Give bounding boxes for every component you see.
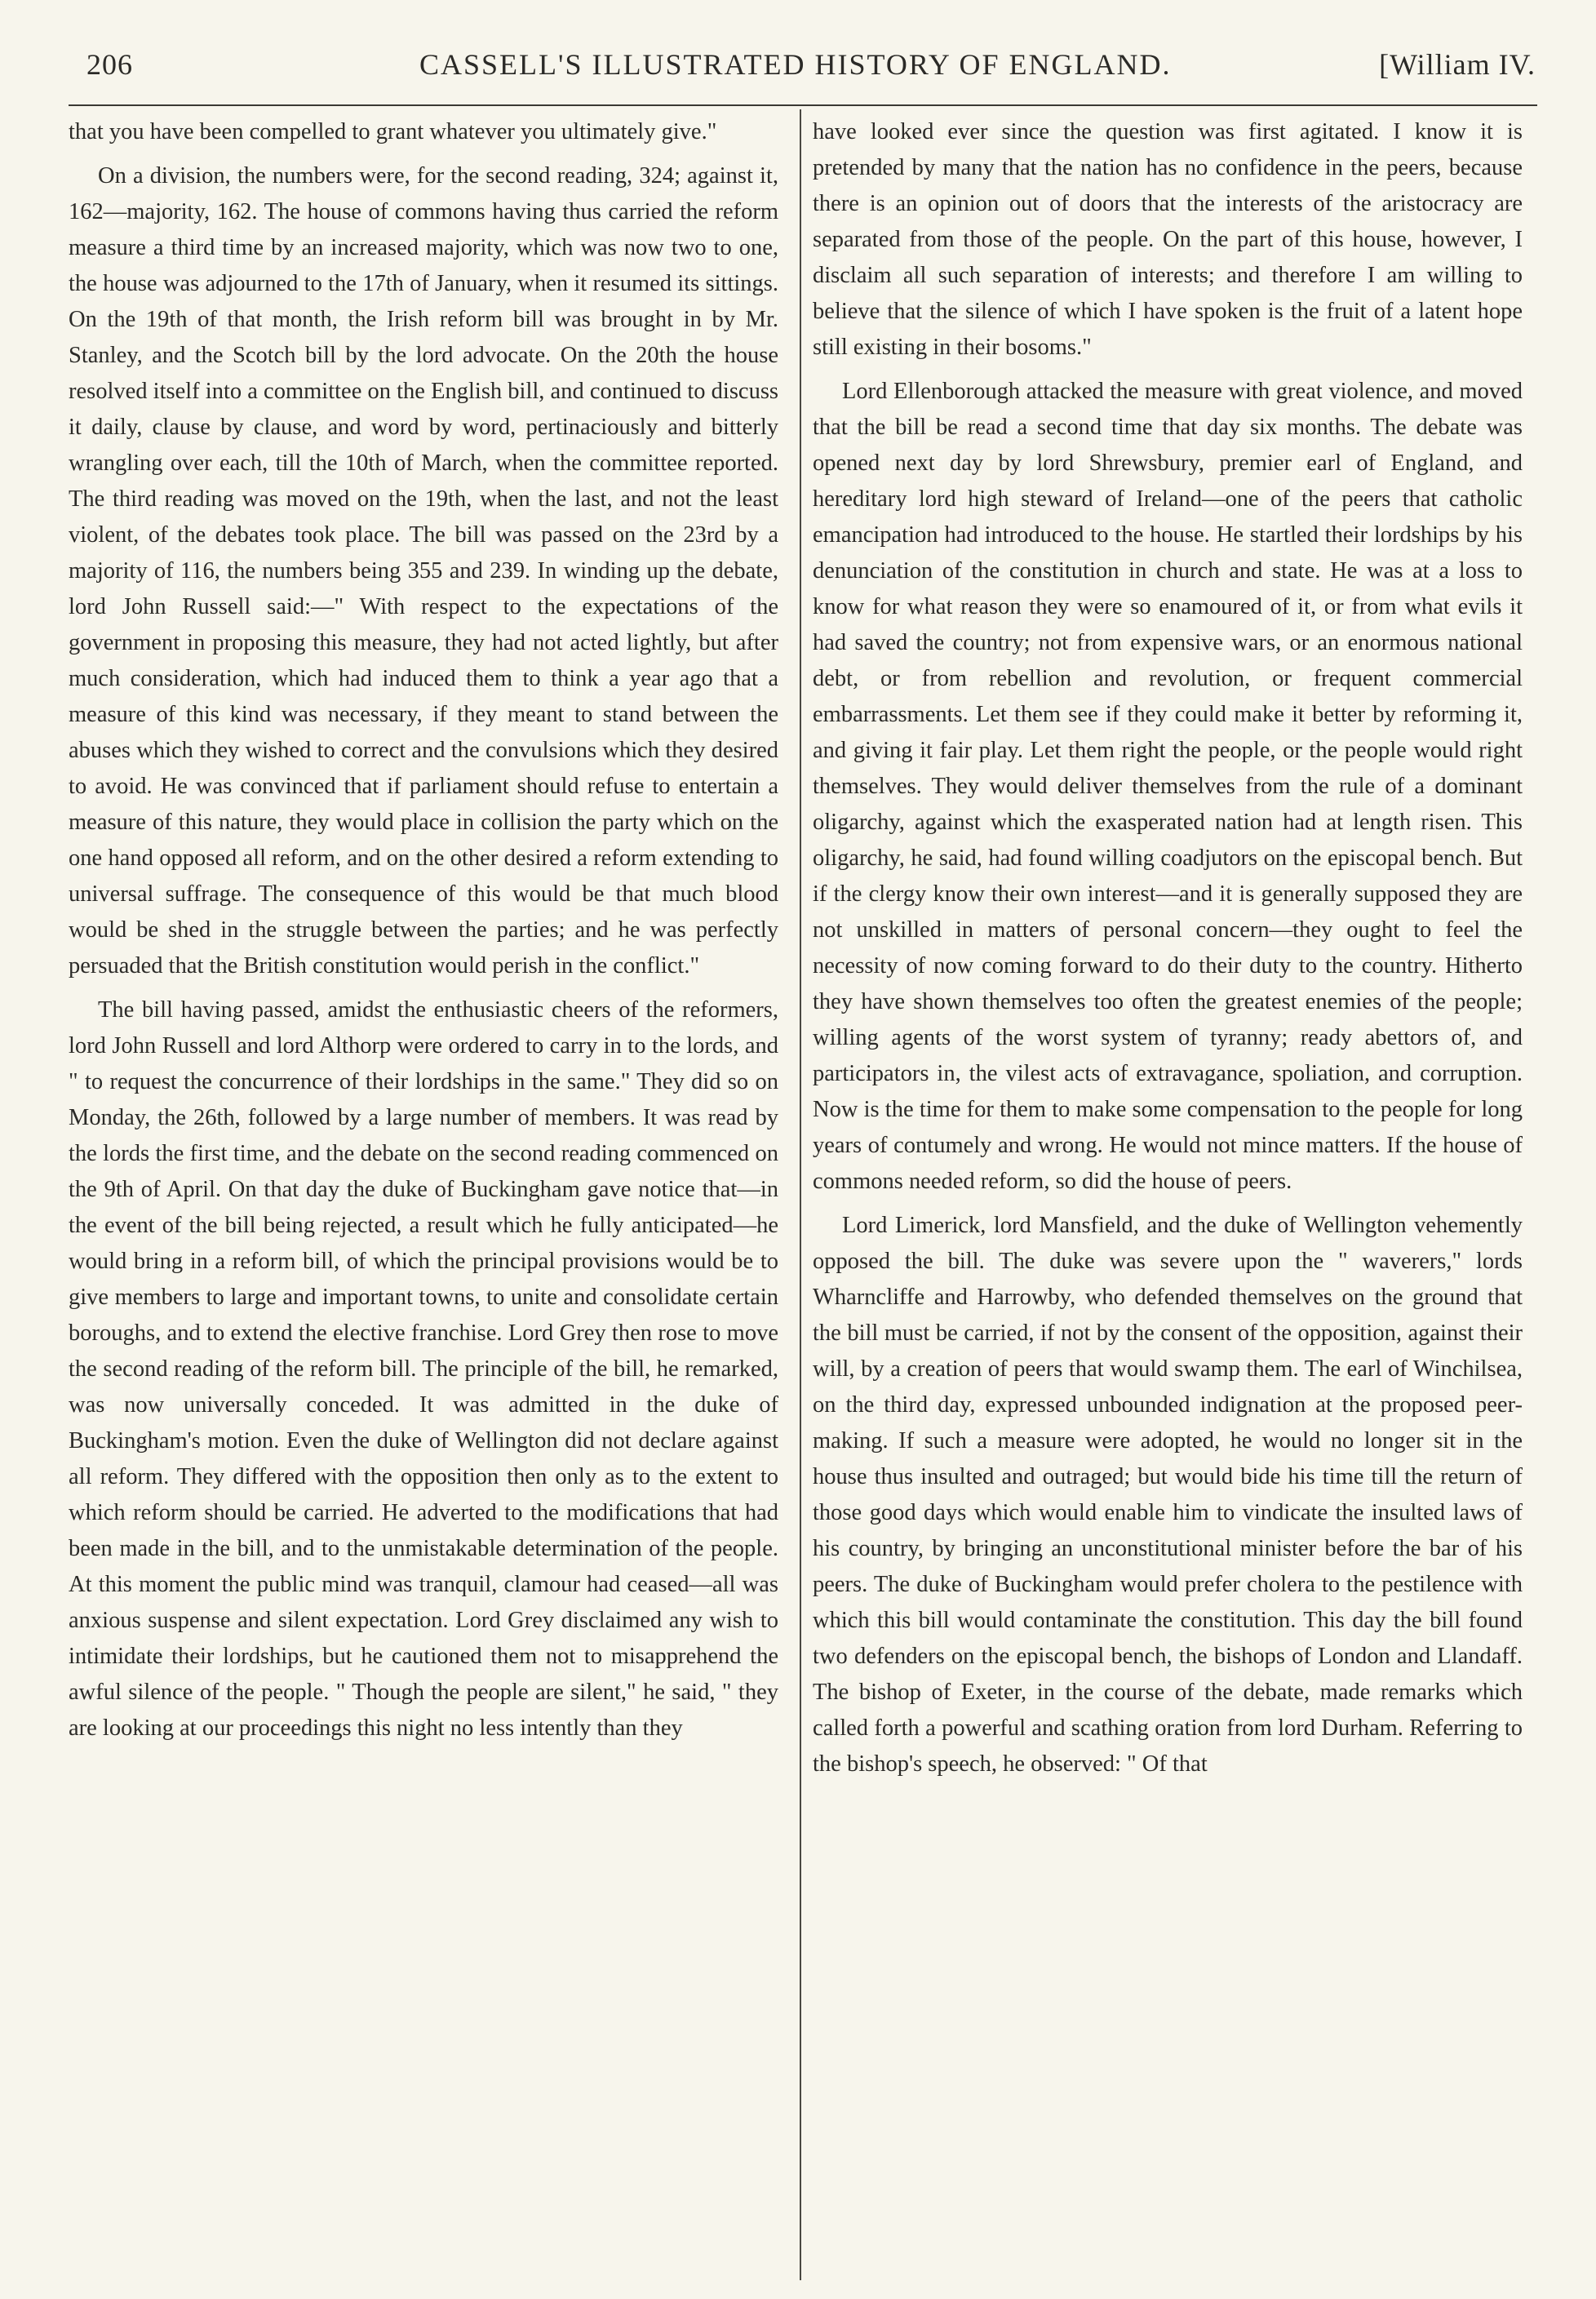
paragraph: Lord Ellenborough attacked the measure with great violence, and moved that the bill be read a second time that day six months. The debate was opened next day by lord Shrewsbury, premier earl of England, and hereditary lord high steward of Ireland—one of the peers that catholic emancipation had introduced to the house. He startled their lordships by his denunciation of the constitution in church and state. He was at a loss to know for what reason they were so enamoured of it, or from what evils it had saved the country; not from expensive wars, or an enormous national debt, or from rebellion and revolution, or frequent commercial embarrassments. Let them see if they could make it better by reforming it, and giving it fair play. Let them right the people, or the people would right themselves. They would deliver themselves from the rule of a dominant oligarchy, against which the exasperated nation had at length risen. This oligarchy, he said, had found willing coadjutors on the episcopal bench. But if the clergy know their own interest—and it is generally supposed they are not unskilled in matters of personal concern—they ought to feel the necessity of now coming forward to do their duty to the country. Hitherto they have shown themselves too often the greatest enemies of the people; willing agents of the worst system of tyranny; ready abettors of, and participators in, the vilest acts of extravagance, spoliation, and corruption. Now is the time for them to make some compensation to the people for long years of contumely and wrong. He would not mince matters. If the house of commons needed reform, so did the house of peers. bbox=[813, 379, 1523, 1194]
paragraph: have looked ever since the question was first agitated. I know it is pretended by many that the nation has no confidence in the peers, because there is an opinion out of doors that the interests of the aristocracy are separated from those of the people. On the part of this house, however, I disclaim all such separation of interests; and therefore I am willing to believe that the silence of which I have spoken is the fruit of a latent hope still existing in their bosoms." bbox=[813, 119, 1523, 360]
header-rule bbox=[69, 104, 1537, 106]
paragraph: The bill having passed, amidst the enthusiastic cheers of the reformers, lord John Russell and lord Althorp were ordered to carry in to the lords, and " to request the concurrence of their lordships in the same." They did so on Monday, the 26th, followed by a large number of members. It was read by the lords the first time, and the debate on the second reading commenced on the 9th of April. On that day the duke of Buckingham gave notice that—in the event of the bill being rejected, a result which he fully anticipated—he would bring in a reform bill, of which the principal provisions would be to give members to large and important towns, to unite and consolidate certain boroughs, and to extend the elective franchise. Lord Grey then rose to move the second reading of the reform bill. The principle of the bill, he remarked, was now universally conceded. It was admitted in the duke of Buckingham's motion. Even the duke of Wellington did not declare against all reform. They differed with the opposition then only as to the extent to which reform should be carried. He adverted to the modifications that had been made in the bill, and to the unmistakable determination of the people. At this moment the public mind was tranquil, clamour had ceased—all was anxious suspense and silent expectation. Lord Grey disclaimed any wish to intimidate their lordships, but he cautioned them not to misapprehend the awful silence of the people. " Though the people are silent," he said, " they are looking at our proceedings this night no less intently than they bbox=[69, 997, 778, 1741]
section-label: [William IV. bbox=[1379, 48, 1536, 81]
right-column bbox=[813, 114, 1523, 1791]
paragraph: On a division, the numbers were, for the second reading, 324; against it, 162—majority, 162. The house of commons having thus carried the reform measure a third time by an increased majority, which was now two to one, the house was adjourned to the 17th of January, when it resumed its sittings. On the 19th of that month, the Irish reform bill was brought in by Mr. Stanley, and the Scotch bill by the lord advocate. On the 20th the house resolved itself into a committee on the English bill, and continued to discuss it daily, clause by clause, and word by word, pertinaciously and bitterly wrangling over each, till the 10th of March, when the committee reported. The third reading was moved on the 19th, when the last, and not the least violent, of the debates took place. The bill was passed on the 23rd by a majority of 116, the numbers being 355 and 239. In winding up the debate, lord John Russell said:—" With respect to the expectations of the government in proposing this measure, they had not acted lightly, but after much consideration, which had induced them to think a year ago that a measure of this kind was necessary, if they meant to stand between the abuses which they wished to correct and the convulsions which they desired to avoid. He was convinced that if parliament should refuse to entertain a measure of this nature, they would place in collision the party which on the one hand opposed all reform, and on the other desired a reform extending to universal suffrage. The consequence of this would be that much blood would be shed in the struggle between the parties; and he was perfectly persuaded that the British constitution would perish in the conflict." bbox=[69, 163, 778, 979]
left-column bbox=[69, 114, 778, 1755]
running-title: CASSELL'S ILLUSTRATED HISTORY OF ENGLAND. bbox=[419, 48, 1172, 81]
paragraph: Lord Limerick, lord Mansfield, and the duke of Wellington vehemently opposed the bill. The duke was severe upon the " waverers," lords Wharncliffe and Harrowby, who defended themselves on the ground that the bill must be carried, if not by the consent of the opposition, against their will, by a creation of peers that would swamp them. The earl of Winchilsea, on the third day, expressed unbounded indignation at the proposed peer-making. If such a measure were adopted, he would no longer sit in the house thus insulted and outraged; but would bide his time till the return of those good days which would enable him to vindicate the insulted laws of his country, by bringing an unconstitutional minister before the bar of his peers. The duke of Buckingham would prefer cholera to the pestilence with which this bill would contaminate the constitution. This day the bill found two defenders on the episcopal bench, the bishops of London and Llandaff. The bishop of Exeter, in the course of the debate, made remarks which called forth a powerful and scathing oration from lord Durham. Referring to the bishop's speech, he observed: " Of that bbox=[813, 1213, 1523, 1777]
paragraph: that you have been compelled to grant whatever you ultimately give." bbox=[69, 119, 717, 144]
column-divider bbox=[800, 109, 801, 2280]
page-number: 206 bbox=[86, 48, 133, 81]
running-header bbox=[82, 42, 1536, 91]
